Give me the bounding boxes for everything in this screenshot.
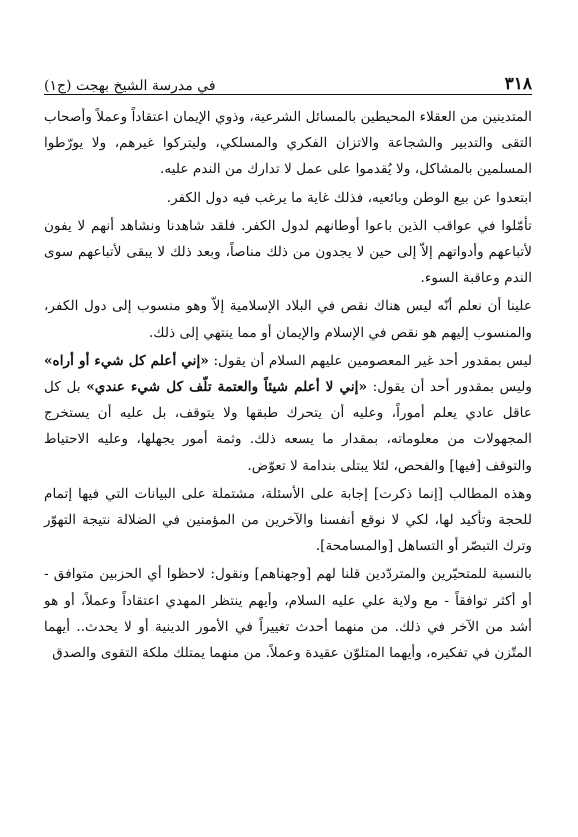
page-number: ٣١٨ (504, 74, 532, 94)
running-title: في مدرسة الشيخ بهجت (ج١) (44, 78, 216, 94)
paragraph-5 (44, 348, 532, 479)
paragraph-5-pre: ليس بمقدور أحد غير المعصومين عليهم السلام أن يقول: (208, 352, 532, 369)
paragraph-5-post: بل كل عاقل عادي يعلم أموراً، وعليه أن يتحرك طبقها ولا يتوقف، بل عليه أن يستخرج المجهولات من معلوماته، بمقدار ما يسعه ذلك. وثمة أمور يجهلها، وعليه الاحتياط والتوقف [فيها] والفحص، لئلا يبتلى بندامة لا تعوّض. (44, 379, 532, 474)
paragraph-5-mid: وليس بمقدور أحد أن يقول: (367, 379, 532, 396)
quote-1: «إني أعلم كل شيء أو أراه» (44, 352, 209, 369)
paragraph-7: بالنسبة للمتحيّرين والمتردّدين قلنا لهم [وجهناهم] ونقول: لاحظوا أي الحزبين متوافق - أو أكثر توافقاً - مع ولاية علي عليه السلام، وأيهم ينتظر المهدي اعتقاداً وعملاً، أو هو أشد من الآخر في ذلك. من منهما أحدث تغييراً في الأمور الدينية أو لا يحدث.. أيهما المتّزن في تفكيره، وأيهما المتلوّن عقيدة وعملاً. من منهما يمتلك ملكة التقوى والصدق (44, 566, 532, 662)
paragraph-6: وهذه المطالب [إنما ذكرت] إجابة على الأسئلة، مشتملة على البيانات التي فيها إتمام للحجة وتأكيد لها، لكي لا نوقع أنفسنا والآخرين من المؤمنين في الضلالة نتيجة التهوّر وترك التبصّر أو التساهل [والمسامحة]. (44, 485, 532, 555)
paragraph-1: المتدينين من العقلاء المحيطين بالمسائل الشرعية، وذوي الإيمان اعتقاداً وعملاً وأصحاب التقى والتدبير والشجاعة والاتزان الفكري والمسلكي، وليتركوا غيرهم، ولا يورّطوا المسلمين بالمشاكل، ولا يُقدموا على عمل لا تدارك من الندم عليه. (44, 109, 532, 178)
paragraph-3: تأمّلوا في عواقب الذين باعوا أوطانهم لدول الكفر. فلقد شاهدنا ونشاهد أنهم لا يفون لأتباعهم وأدواتهم إلاّ إلى حين لا يجدون من ذلك مناصاً، وبعد ذلك لا يبقى لأتباعهم سوى الندم وعاقبة السوء. (44, 217, 532, 287)
page-body (44, 104, 532, 668)
paragraph-4: علينا أن نعلم أنّه ليس هناك نقص في البلاد الإسلامية إلاّ وهو منسوب إلى دول الكفر، والمنسوب إليهم هو نقص في الإسلام والإيمان أو مما ينتهي إلى ذلك. (44, 298, 532, 341)
paragraph-2: ابتعدوا عن بيع الوطن وبائعيه، فذلك غاية ما يرغب فيه دول الكفر. (166, 189, 532, 206)
page-header (44, 58, 532, 94)
header-divider (44, 94, 532, 95)
quote-2: «إني لا أعلم شيئاً والعتمة تلّف كل شيء عندي» (86, 379, 368, 396)
